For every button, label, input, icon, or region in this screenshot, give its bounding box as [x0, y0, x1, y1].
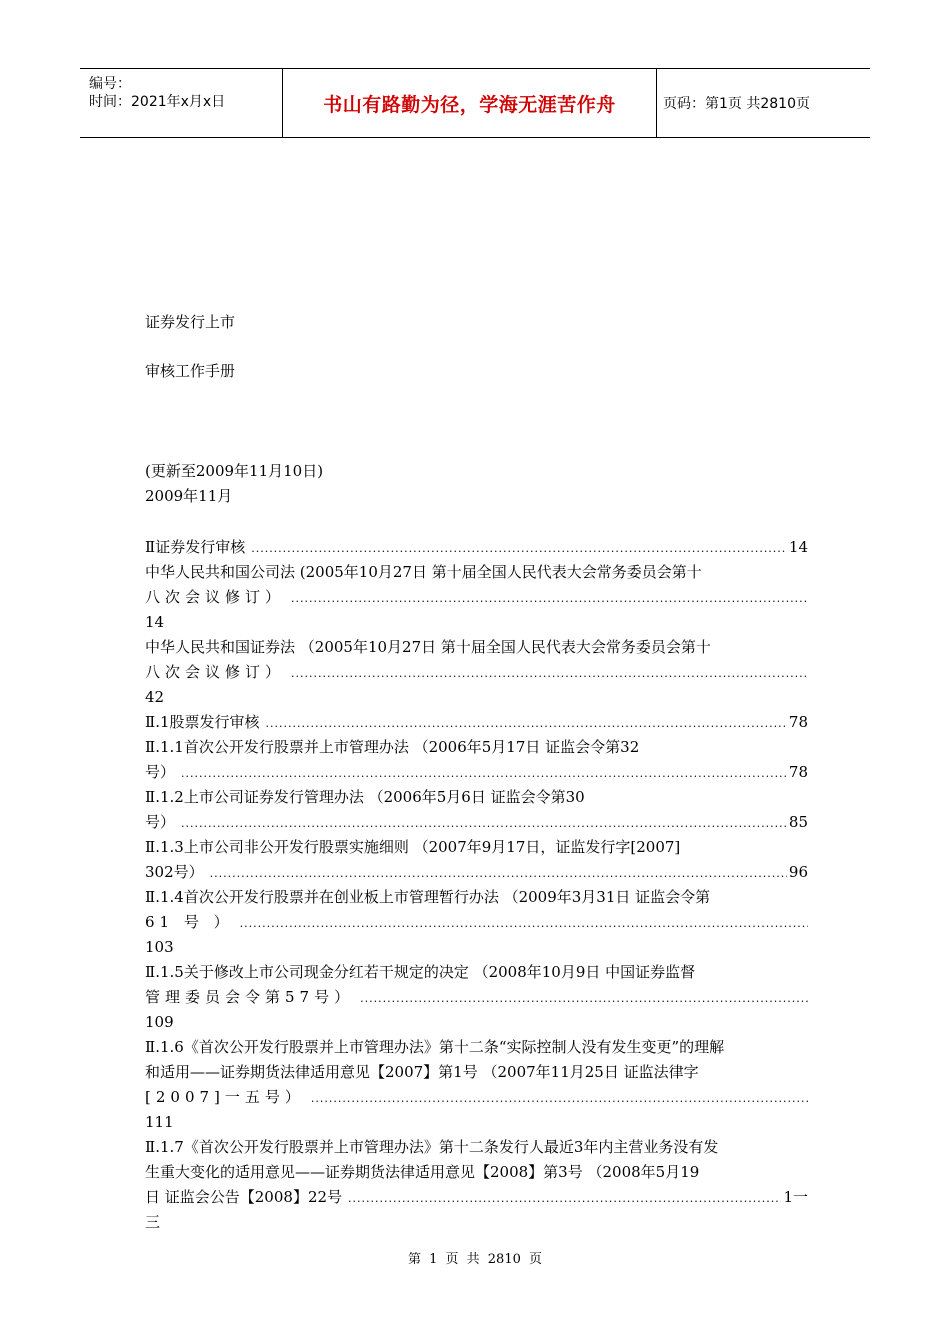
- toc-line: [145, 685, 808, 710]
- number-label: 编号：: [89, 76, 131, 92]
- toc-line: [145, 785, 808, 810]
- toc-line: [145, 1160, 808, 1185]
- toc-line: [145, 635, 808, 660]
- toc-dot-leader: [360, 986, 808, 1011]
- title-line-2: 审核工作手册: [145, 362, 236, 380]
- header-divider: [656, 69, 657, 137]
- toc-line-text: 和适用——证券期货法律适用意见【2007】第1号 （2007年11月25日 证监法律字: [145, 1063, 699, 1081]
- header-page-info: 页码：第1页 共2810页: [663, 96, 810, 112]
- toc-line: [145, 935, 808, 960]
- toc-line-text: 42: [145, 688, 165, 706]
- toc-line: [145, 1035, 808, 1060]
- toc-line: [145, 735, 808, 760]
- toc-line: [145, 910, 808, 935]
- toc-line-text: Ⅱ.1股票发行审核: [145, 713, 260, 731]
- toc-line: [145, 1210, 808, 1235]
- toc-line-text: Ⅱ.1.7《首次公开发行股票并上市管理办法》第十二条发行人最近3年内主营业务没有发: [145, 1138, 719, 1156]
- page-footer: 第 1 页 共 2810 页: [407, 1252, 543, 1267]
- toc-entry[interactable]: [145, 735, 808, 785]
- toc-line-text: Ⅱ.1.6《首次公开发行股票并上市管理办法》第十二条“实际控制人没有发生变更”的理解: [145, 1038, 725, 1056]
- toc-line-text: 14: [145, 613, 165, 631]
- toc-dot-leader: [291, 661, 808, 686]
- toc-line: [145, 760, 808, 785]
- toc-line-text: 号）: [145, 813, 176, 831]
- toc-line-text: Ⅱ.1.1首次公开发行股票并上市管理办法 （2006年5月17日 证监会令第32: [145, 738, 640, 756]
- toc-line: [145, 1135, 808, 1160]
- toc-line: [145, 835, 808, 860]
- toc-line-text: 103: [145, 938, 174, 956]
- toc-line-text: Ⅱ.1.3上市公司非公开发行股票实施细则 （2007年9月17日，证监发行字[2007]: [145, 838, 681, 856]
- toc-line-text: Ⅱ.1.2上市公司证券发行管理办法 （2006年5月6日 证监会令第30: [145, 788, 585, 806]
- toc-page-number: 96: [788, 863, 808, 881]
- header-meta: [80, 69, 282, 137]
- toc-line-text: 61 号 ）: [145, 913, 234, 931]
- toc-page-number: 1一: [783, 1188, 808, 1206]
- toc-entry[interactable]: [145, 885, 808, 960]
- toc-dot-leader: [266, 711, 787, 736]
- toc-line: [145, 860, 808, 885]
- toc-line: [145, 660, 808, 685]
- toc-page-number: 78: [788, 763, 808, 781]
- toc-line: [145, 585, 808, 610]
- toc-line-text: 生重大变化的适用意见——证券期货法律适用意见【2008】第3号 （2008年5月19: [145, 1163, 700, 1181]
- toc-line: [145, 885, 808, 910]
- toc-dot-leader: [291, 586, 808, 611]
- header-motto: 书山有路勤为径，学海无涯苦作舟: [323, 93, 616, 116]
- toc-dot-leader: [181, 761, 787, 786]
- title-line-1: 证券发行上市: [145, 313, 236, 331]
- toc-dot-leader: [181, 811, 787, 836]
- toc-line: [145, 560, 808, 585]
- toc-page-number: 14: [788, 538, 808, 556]
- toc-line: [145, 960, 808, 985]
- toc-line: [145, 1110, 808, 1135]
- time-label: 时间：2021年x月x日: [89, 94, 226, 110]
- toc-line: [145, 985, 808, 1010]
- toc-entry[interactable]: [145, 710, 808, 735]
- toc-line: [145, 710, 808, 735]
- toc-line-text: 111: [145, 1113, 174, 1131]
- toc-dot-leader: [251, 536, 787, 561]
- toc-entry[interactable]: [145, 1135, 808, 1235]
- document-date: 2009年11月: [145, 487, 233, 505]
- toc-line-text: 302号）: [145, 863, 204, 881]
- toc-entry[interactable]: [145, 785, 808, 835]
- toc-entry[interactable]: [145, 835, 808, 885]
- toc-entry[interactable]: [145, 635, 808, 710]
- toc-line-text: Ⅱ证券发行审核: [145, 538, 246, 556]
- toc-dot-leader: [311, 1086, 808, 1111]
- toc-line-text: 中华人民共和国证券法 （2005年10月27日 第十届全国人民代表大会常务委员会第十: [145, 638, 711, 656]
- toc-line-text: 三: [145, 1213, 161, 1231]
- toc-line: [145, 810, 808, 835]
- toc-line-text: 号）: [145, 763, 176, 781]
- toc-line-text: 八次会议修订）: [145, 588, 286, 606]
- toc-entry[interactable]: [145, 960, 808, 1035]
- toc-dot-leader: [240, 911, 808, 936]
- header-table: [80, 68, 870, 138]
- toc-line-text: 中华人民共和国公司法 (2005年10月27日 第十届全国人民代表大会常务委员会第十: [145, 563, 702, 581]
- toc-line-text: Ⅱ.1.5关于修改上市公司现金分红若干规定的决定 （2008年10月9日 中国证券监督: [145, 963, 696, 981]
- toc-entry[interactable]: [145, 1035, 808, 1135]
- toc-line: [145, 1085, 808, 1110]
- toc-entry[interactable]: [145, 535, 808, 560]
- toc-page-number: 78: [788, 713, 808, 731]
- toc-line-text: [2007]一五号）: [145, 1088, 305, 1106]
- toc-page-number: 85: [788, 813, 808, 831]
- toc-line-text: 日 证监会公告【2008】22号: [145, 1188, 343, 1206]
- toc-line: [145, 1060, 808, 1085]
- toc-line: [145, 1185, 808, 1210]
- toc-entry[interactable]: [145, 560, 808, 635]
- toc-line-text: 八次会议修订）: [145, 663, 286, 681]
- update-note: (更新至2009年11月10日): [145, 462, 324, 480]
- toc-line-text: 109: [145, 1013, 174, 1031]
- toc-dot-leader: [210, 861, 787, 886]
- toc-line: [145, 535, 808, 560]
- toc-line: [145, 1010, 808, 1035]
- table-of-contents: [145, 535, 808, 1235]
- toc-dot-leader: [348, 1186, 781, 1211]
- toc-line-text: 管理委员会令第57号）: [145, 988, 355, 1006]
- toc-line-text: Ⅱ.1.4首次公开发行股票并在创业板上市管理暂行办法 （2009年3月31日 证监会令第: [145, 888, 711, 906]
- toc-line: [145, 610, 808, 635]
